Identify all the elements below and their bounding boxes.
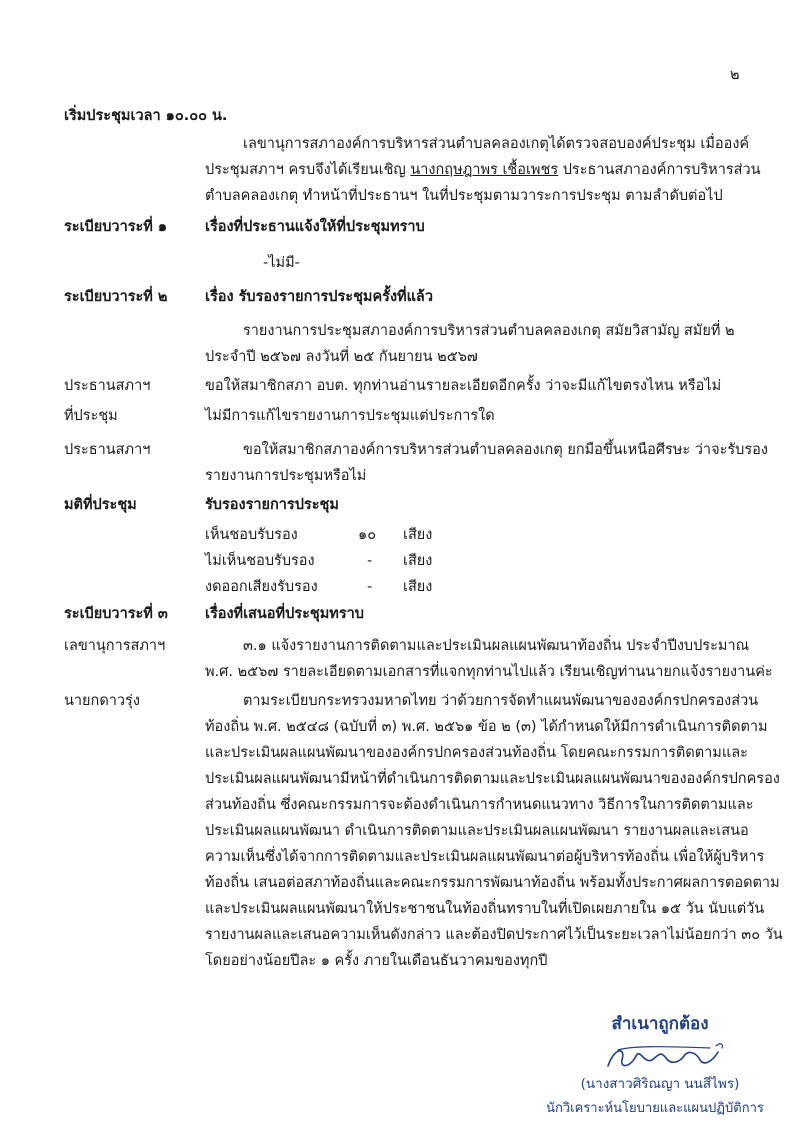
speaker-label: ประธานสภาฯ: [64, 442, 151, 458]
agenda-2-label: ระเบียบวาระที่ ๒: [64, 289, 168, 305]
opening-line: ตำบลคลองเกตุ ทำหน้าที่ประธานฯ ในที่ประชุมตามวาระการประชุม ตามลำดับต่อไป: [205, 188, 723, 204]
speaker-label: ที่ประชุม: [64, 408, 118, 424]
agenda-3-label: ระเบียบวาระที่ ๓: [64, 606, 168, 622]
speech-line: พ.ศ. ๒๕๖๗ รายละเอียดตามเอกสารที่แจกทุกท่านไปแล้ว เรียนเชิญท่านนายกแจ้งรายงานค่ะ: [205, 664, 773, 680]
speech-line: ท้องถิ่น เสนอต่อสภาท้องถิ่นและคณะกรรมการพัฒนาท้องถิ่น พร้อมทั้งประกาศผลการตอดตาม: [205, 875, 780, 891]
vote-label: ไม่เห็นชอบรับรอง: [205, 553, 315, 569]
agenda-2-body: [205, 318, 735, 370]
speech-line: และประเมินผลแผนพัฒนาให้ประชาชนในท้องถิ่นทราบในที่เปิดเผยภายใน ๑๕ วัน นับแต่วัน: [205, 901, 765, 917]
resolution-title: รับรองรายการประชุม: [205, 497, 339, 513]
speech-line: รายงานผลและเสนอความเห็นดังกล่าว และต้องปิดประกาศไว้เป็นระยะเวลาไม่น้อยกว่า ๓๐ วัน: [205, 927, 783, 943]
vote-count: -: [367, 553, 373, 569]
speech-paragraph: [205, 688, 783, 974]
speech-line: ความเห็นซึ่งได้จากการติดตามและประเมินผลแผนพัฒนาต่อผู้บริหารท้องถิ่น เพื่อให้ผู้บริหาร: [205, 849, 765, 865]
speech-line: ขอให้สมาชิกสภาองค์การบริหารส่วนตำบลคลองเกตุ ยกมือขึ้นเหนือศีรษะ ว่าจะรับรอง: [243, 442, 768, 458]
agenda-2-line: ประจำปี ๒๕๖๗ ลงวันที่ ๒๕ กันยายน ๒๕๖๗: [205, 349, 478, 365]
speech-text: ขอให้สมาชิกสภา อบต. ทุกท่านอ่านรายละเอียดอีกครั้ง ว่าจะมีแก้ไขตรงไหน หรือไม่: [205, 378, 722, 394]
opening-text: ประชุมสภาฯ ครบจึงได้เรียนเชิญ: [205, 162, 411, 178]
vote-label: เห็นชอบรับรอง: [205, 527, 298, 543]
signatory-name: (นางสาวศิริณญา นนสีไพร): [580, 1076, 740, 1092]
opening-line: [205, 157, 761, 183]
speech-paragraph: [205, 633, 773, 685]
vote-table: [205, 522, 465, 600]
agenda-1-title: เรื่องที่ประธานแจ้งให้ที่ประชุมทราบ: [205, 219, 425, 235]
agenda-1-label: ระเบียบวาระที่ ๑: [64, 219, 168, 235]
speech-line: ตามระเบียบกระทรวงมหาดไทย ว่าด้วยการจัดทำแผนพัฒนาขององค์กรปกครองส่วน: [243, 693, 759, 709]
page-number: ๒: [730, 67, 740, 83]
agenda-2-line: รายงานการประชุมสภาองค์การบริหารส่วนตำบลคลองเกตุ สมัยวิสามัญ สมัยที่ ๒: [243, 323, 735, 339]
speech-line: ส่วนท้องถิ่น ซึ่งคณะกรรมการจะต้องดำเนินการกำหนดแนวทาง วิธีการในการติดตามและ: [205, 797, 754, 813]
speech-line: โดยอย่างน้อยปีละ ๑ ครั้ง ภายในเดือนธันวาคมของทุกปี: [205, 953, 548, 969]
speech-text: ไม่มีการแก้ไขรายงานการประชุมแต่ประการใด: [205, 408, 495, 424]
vote-unit: เสียง: [403, 527, 433, 543]
certified-copy-stamp: สำเนาถูกต้อง: [611, 1014, 709, 1034]
vote-unit: เสียง: [403, 553, 433, 569]
speech-line: ประเมินผลแผนพัฒนา ดำเนินการติดตามและประเมินผลแผนพัฒนา รายงานผลและเสนอ: [205, 823, 749, 839]
speech-line: รายงานการประชุมหรือไม่: [205, 468, 367, 484]
vote-count: -: [367, 579, 373, 595]
vote-label: งดออกเสียงรับรอง: [205, 579, 318, 595]
opening-line: เลขานุการสภาองค์การบริหารส่วนตำบลคลองเกตุได้ตรวจสอบองค์ประชุม เมื่อองค์: [243, 136, 750, 152]
vote-unit: เสียง: [403, 579, 433, 595]
vote-row: [205, 574, 465, 600]
vote-row: [205, 522, 465, 548]
agenda-2-title: เรื่อง รับรองรายการประชุมครั้งที่แล้ว: [205, 289, 433, 305]
speech-line: ๓.๑ แจ้งรายงานการติดตามและประเมินผลแผนพัฒนาท้องถิ่น ประจำปีงบประมาณ: [243, 638, 750, 654]
speech-line: ประเมินผลแผนพัฒนามีหน้าที่ดำเนินการติดตามและประเมินผลแผนพัฒนาขององค์กรปกครอง: [205, 771, 780, 787]
vote-row: [205, 548, 465, 574]
speech-line: และประเมินผลแผนพัฒนาขององค์กรปกครองส่วนท้องถิ่น โดยคณะกรรมการติดตามและ: [205, 745, 748, 761]
signature-image: [600, 1038, 730, 1078]
opening-text: ประธานสภาองค์การบริหารส่วน: [558, 162, 761, 178]
resolution-label: มติที่ประชุม: [64, 497, 137, 513]
vote-count: ๑๐: [358, 527, 377, 543]
agenda-3-title: เรื่องที่เสนอที่ประชุมทราบ: [205, 606, 364, 622]
opening-paragraph: [205, 131, 761, 209]
signatory-position: นักวิเคราะห์นโยบายและแผนปฏิบัติการ: [546, 1101, 764, 1116]
chairperson-name: นางกฤษฎาพร เชื้อเพชร: [410, 162, 559, 178]
speaker-label: เลขานุการสภาฯ: [64, 638, 166, 654]
agenda-1-body: -ไม่มี-: [263, 255, 300, 271]
speaker-label: นายกดาวรุ่ง: [64, 693, 140, 709]
start-time: เริ่มประชุมเวลา ๑๐.๐๐ น.: [64, 108, 228, 124]
speech-paragraph: [205, 437, 768, 489]
speaker-label: ประธานสภาฯ: [64, 378, 151, 394]
speech-line: ท้องถิ่น พ.ศ. ๒๕๔๘ (ฉบับที่ ๓) พ.ศ. ๒๕๖๑ ข้อ ๒ (๓) ได้กำหนดให้มีการดำเนินการติดตาม: [205, 719, 768, 735]
